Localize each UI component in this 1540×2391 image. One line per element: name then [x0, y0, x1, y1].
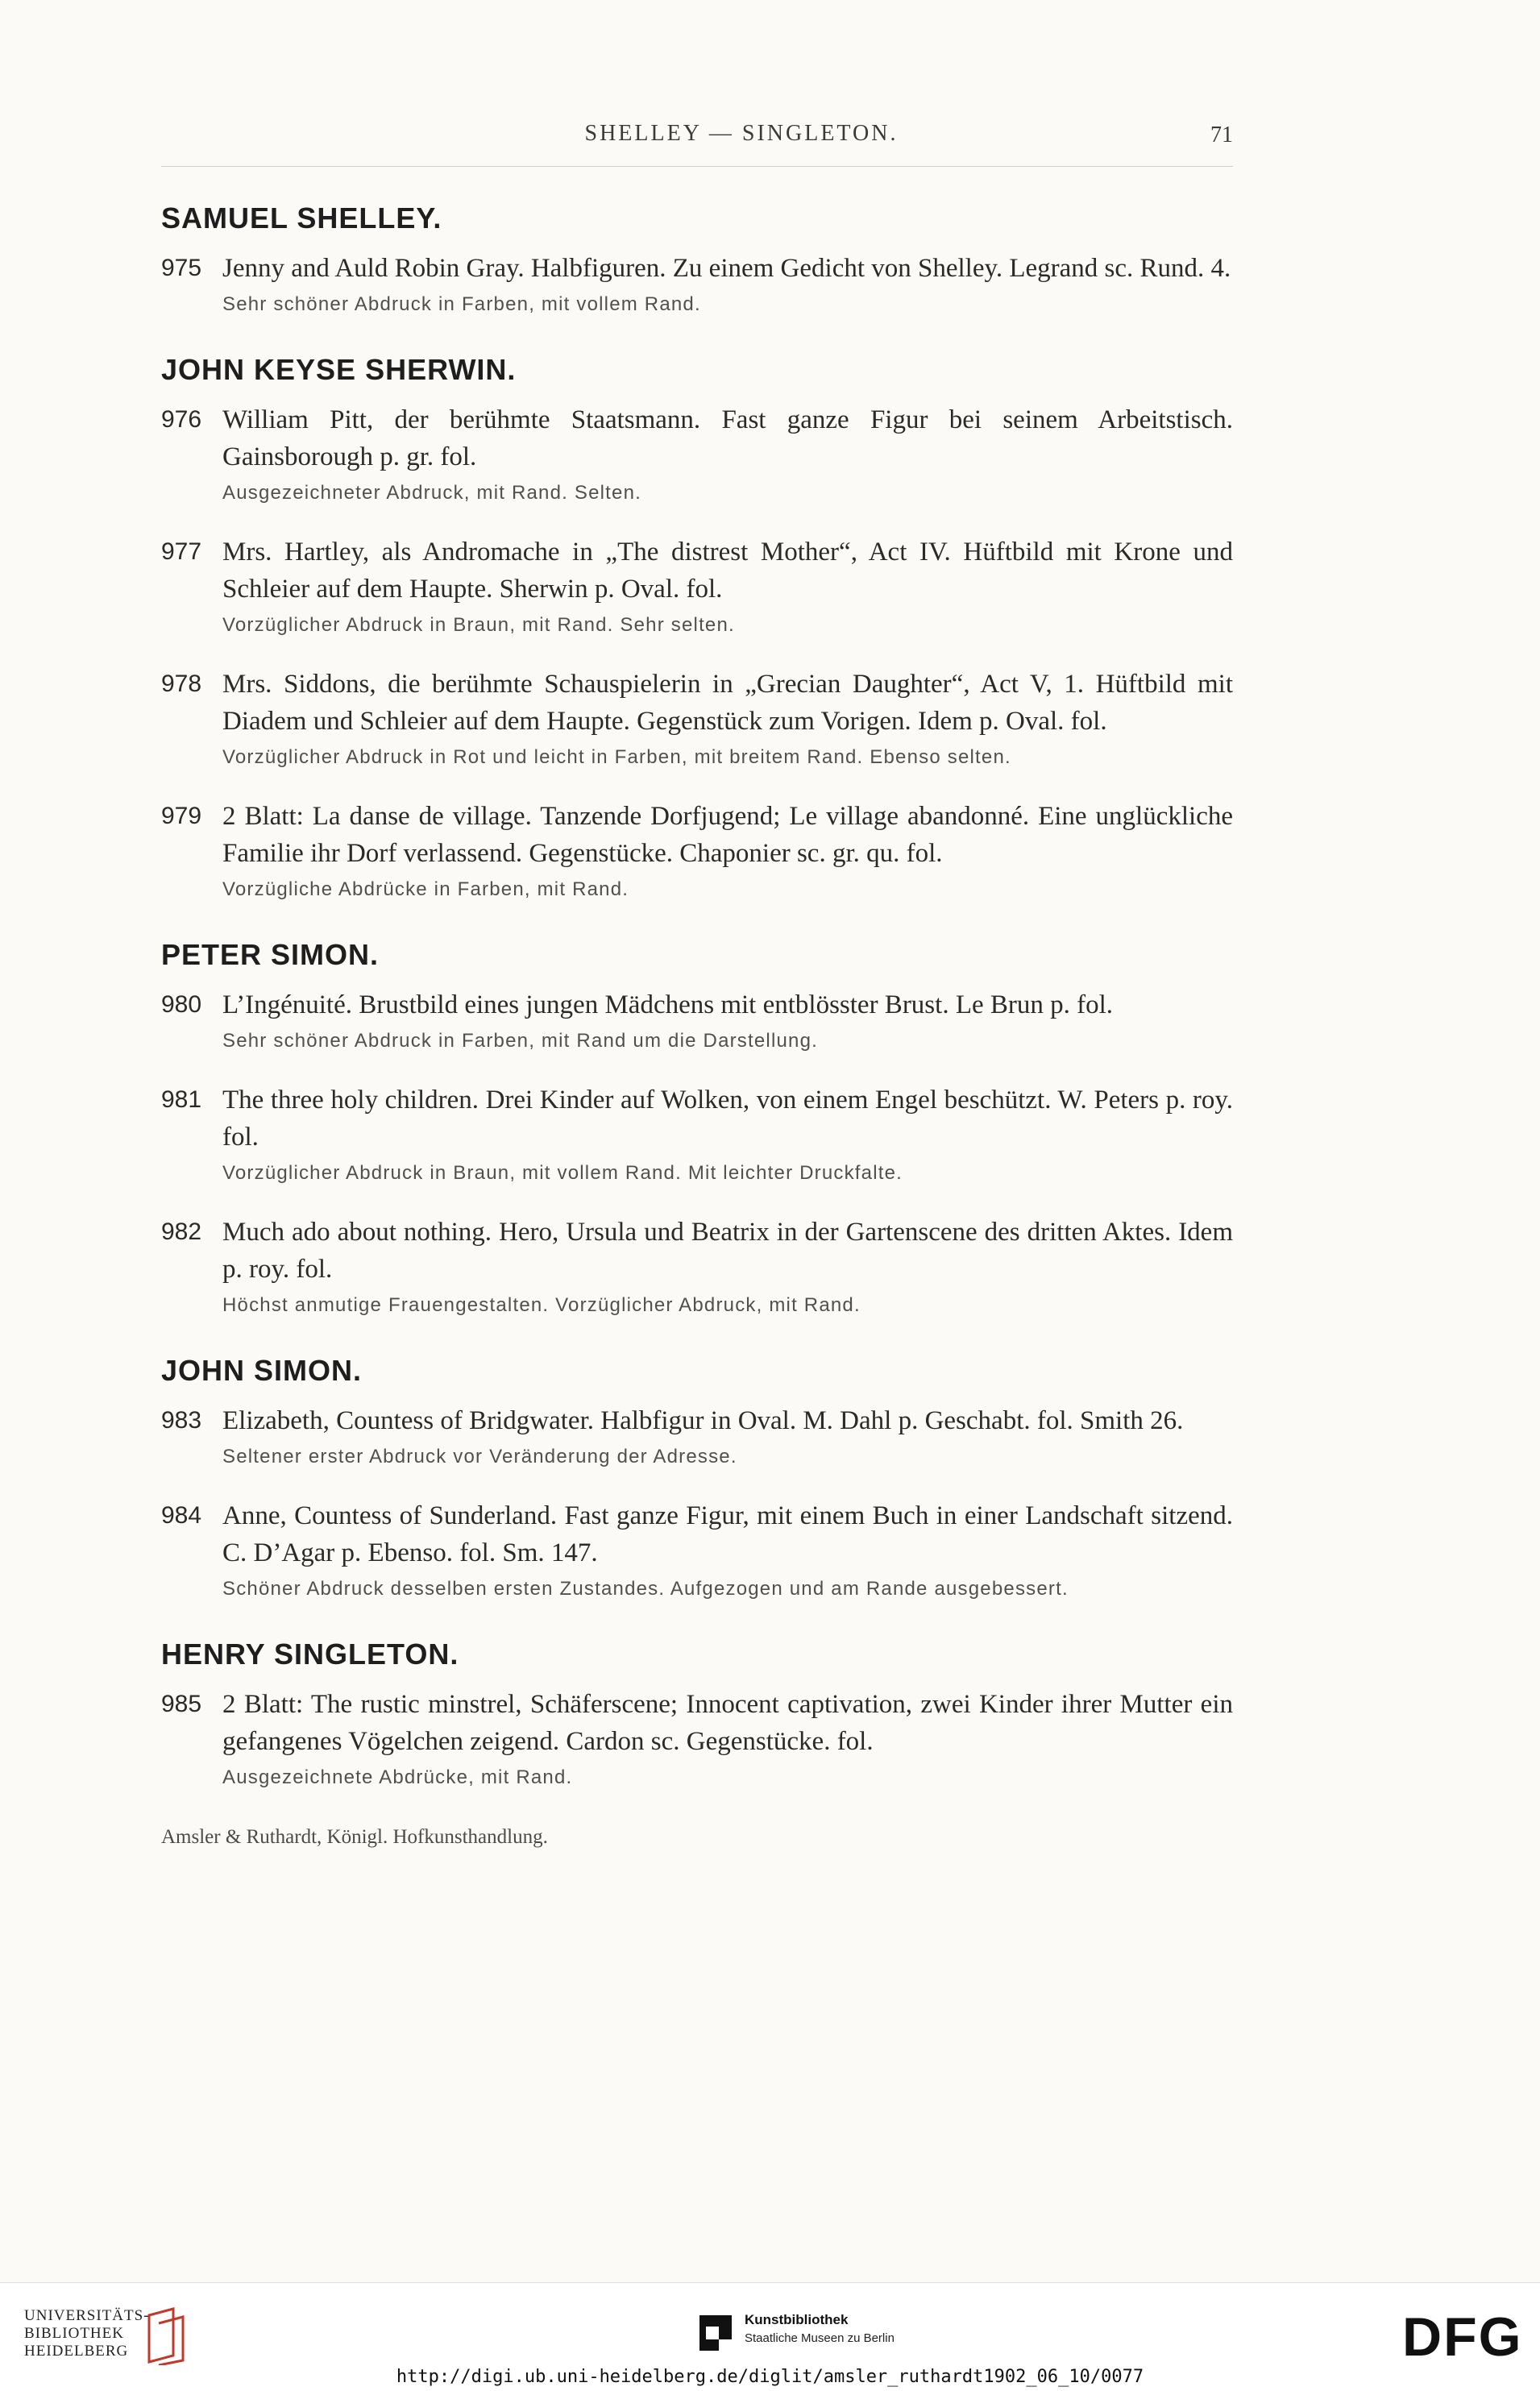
university-library-logo[interactable] — [24, 2307, 234, 2372]
kunstbibliothek-logo[interactable] — [699, 2310, 957, 2359]
catalogue-content — [161, 201, 1233, 1849]
entry-text: Anne, Countess of Sunderland. Fast ganze Figur, mit einem Buch in einer Landschaft sitzend. C. D’Agar p. Ebenso. fol. Sm. 147. — [222, 1501, 1233, 1567]
catalogue-entry — [161, 798, 1233, 906]
running-title: SHELLEY — SINGLETON. — [584, 121, 899, 146]
kunstbibliothek-subtitle: Staatliche Museen zu Berlin — [745, 2331, 895, 2345]
entry-text: 2 Blatt: The rustic minstrel, Schäferscene; Innocent captivation, zwei Kinder ihrer Mutter ein gefangenes Vögelchen zeigend. Cardon sc. Gegenstücke. fol. — [222, 1690, 1233, 1756]
entry-number: 976 — [161, 406, 202, 433]
page-number: 71 — [1210, 122, 1233, 147]
kunstbibliothek-title: Kunstbibliothek — [745, 2312, 849, 2327]
catalogue-entry — [161, 1686, 1233, 1794]
kunstbibliothek-icon — [699, 2315, 732, 2351]
entry-note: Vorzüglicher Abdruck in Braun, mit vollem Rand. Mit leichter Druckfalte. — [222, 1162, 903, 1184]
entry-number: 975 — [161, 255, 202, 281]
entry-text: Jenny and Auld Robin Gray. Halbfiguren. Zu einem Gedicht von Shelley. Legrand sc. Rund. 4. — [222, 254, 1231, 283]
catalogue-entry — [161, 1497, 1233, 1605]
entry-number: 977 — [161, 538, 202, 565]
entry-text: The three holy children. Drei Kinder auf Wolken, von einem Engel beschützt. W. Peters p. roy. fol. — [222, 1085, 1233, 1152]
entry-note: Schöner Abdruck desselben ersten Zustandes. Aufgezogen und am Rande ausgebessert. — [222, 1578, 1069, 1600]
entry-text: Mrs. Hartley, als Andromache in „The distrest Mother“, Act IV. Hüftbild mit Krone und Schleier auf dem Haupte. Sherwin p. Oval. fol. — [222, 538, 1233, 604]
entry-text: L’Ingénuité. Brustbild eines jungen Mädchens mit entblösster Brust. Le Brun p. fol. — [222, 990, 1114, 1019]
entry-number: 978 — [161, 670, 202, 697]
library-name-line1: UNIVERSITÄTS- — [24, 2307, 150, 2324]
entry-number: 983 — [161, 1407, 202, 1434]
entry-note: Höchst anmutige Frauengestalten. Vorzüglicher Abdruck, mit Rand. — [222, 1294, 861, 1316]
artist-heading: SAMUEL SHELLEY. — [161, 201, 442, 235]
catalogue-entry — [161, 1402, 1233, 1473]
publisher-imprint: Amsler & Ruthardt, Königl. Hofkunsthandlung. — [161, 1826, 548, 1848]
entry-text: Mrs. Siddons, die berühmte Schauspielerin in „Grecian Daughter“, Act V, 1. Hüftbild mit Diadem und Schleier auf dem Haupte. Gegenstück zum Vorigen. Idem p. Oval. fol. — [222, 670, 1233, 736]
section-john-simon — [161, 1354, 1233, 1605]
library-name-line2: BIBLIOTHEK — [24, 2325, 124, 2342]
entry-note: Sehr schöner Abdruck in Farben, mit vollem Rand. — [222, 293, 701, 315]
entry-number: 984 — [161, 1502, 202, 1529]
entry-note: Ausgezeichnete Abdrücke, mit Rand. — [222, 1766, 573, 1788]
running-header — [161, 121, 1233, 167]
section-peter-simon — [161, 938, 1233, 1322]
dfg-logo[interactable]: DFG — [1402, 2306, 1523, 2368]
catalogue-entry — [161, 986, 1233, 1057]
entry-note: Seltener erster Abdruck vor Veränderung der Adresse. — [222, 1446, 737, 1467]
section-samuel-shelley — [161, 201, 1233, 321]
library-mark-icon — [141, 2307, 197, 2365]
catalogue-entry — [161, 533, 1233, 641]
entry-text: William Pitt, der berühmte Staatsmann. Fast ganze Figur bei seinem Arbeitstisch. Gainsborough p. gr. fol. — [222, 405, 1233, 471]
library-name-line3: HEIDELBERG — [24, 2343, 129, 2360]
artist-heading: JOHN SIMON. — [161, 1354, 363, 1387]
entry-number: 985 — [161, 1691, 202, 1717]
entry-text: Elizabeth, Countess of Bridgwater. Halbfigur in Oval. M. Dahl p. Geschabt. fol. Smith 26. — [222, 1406, 1184, 1435]
permalink-url[interactable]: http://digi.ub.uni-heidelberg.de/diglit/amsler_ruthardt1902_06_10/0077 — [396, 2367, 1144, 2387]
entry-note: Sehr schöner Abdruck in Farben, mit Rand um die Darstellung. — [222, 1030, 818, 1052]
entry-number: 980 — [161, 991, 202, 1018]
entry-number: 981 — [161, 1086, 202, 1113]
entry-number: 979 — [161, 803, 202, 829]
artist-heading: JOHN KEYSE SHERWIN. — [161, 353, 517, 386]
viewer-footer — [0, 2282, 1540, 2391]
catalogue-entry — [161, 1214, 1233, 1322]
entry-number: 982 — [161, 1218, 202, 1245]
entry-note: Vorzüglicher Abdruck in Rot und leicht in Farben, mit breitem Rand. Ebenso selten. — [222, 746, 1011, 768]
artist-heading: PETER SIMON. — [161, 938, 380, 971]
catalogue-entry — [161, 1081, 1233, 1189]
catalogue-entry — [161, 401, 1233, 509]
entry-note: Vorzügliche Abdrücke in Farben, mit Rand. — [222, 878, 629, 900]
catalogue-entry — [161, 666, 1233, 774]
entry-note: Vorzüglicher Abdruck in Braun, mit Rand. Sehr selten. — [222, 614, 735, 636]
section-john-keyse-sherwin — [161, 353, 1233, 906]
artist-heading: HENRY SINGLETON. — [161, 1638, 459, 1671]
entry-note: Ausgezeichneter Abdruck, mit Rand. Selten. — [222, 482, 641, 504]
section-henry-singleton — [161, 1638, 1233, 1794]
entry-text: 2 Blatt: La danse de village. Tanzende Dorfjugend; Le village abandonné. Eine unglückliche Familie ihr Dorf verlassend. Gegenstücke. Chaponier sc. gr. qu. fol. — [222, 802, 1233, 868]
entry-text: Much ado about nothing. Hero, Ursula und Beatrix in der Gartenscene des dritten Aktes. Idem p. roy. fol. — [222, 1218, 1233, 1284]
catalogue-entry — [161, 250, 1233, 321]
